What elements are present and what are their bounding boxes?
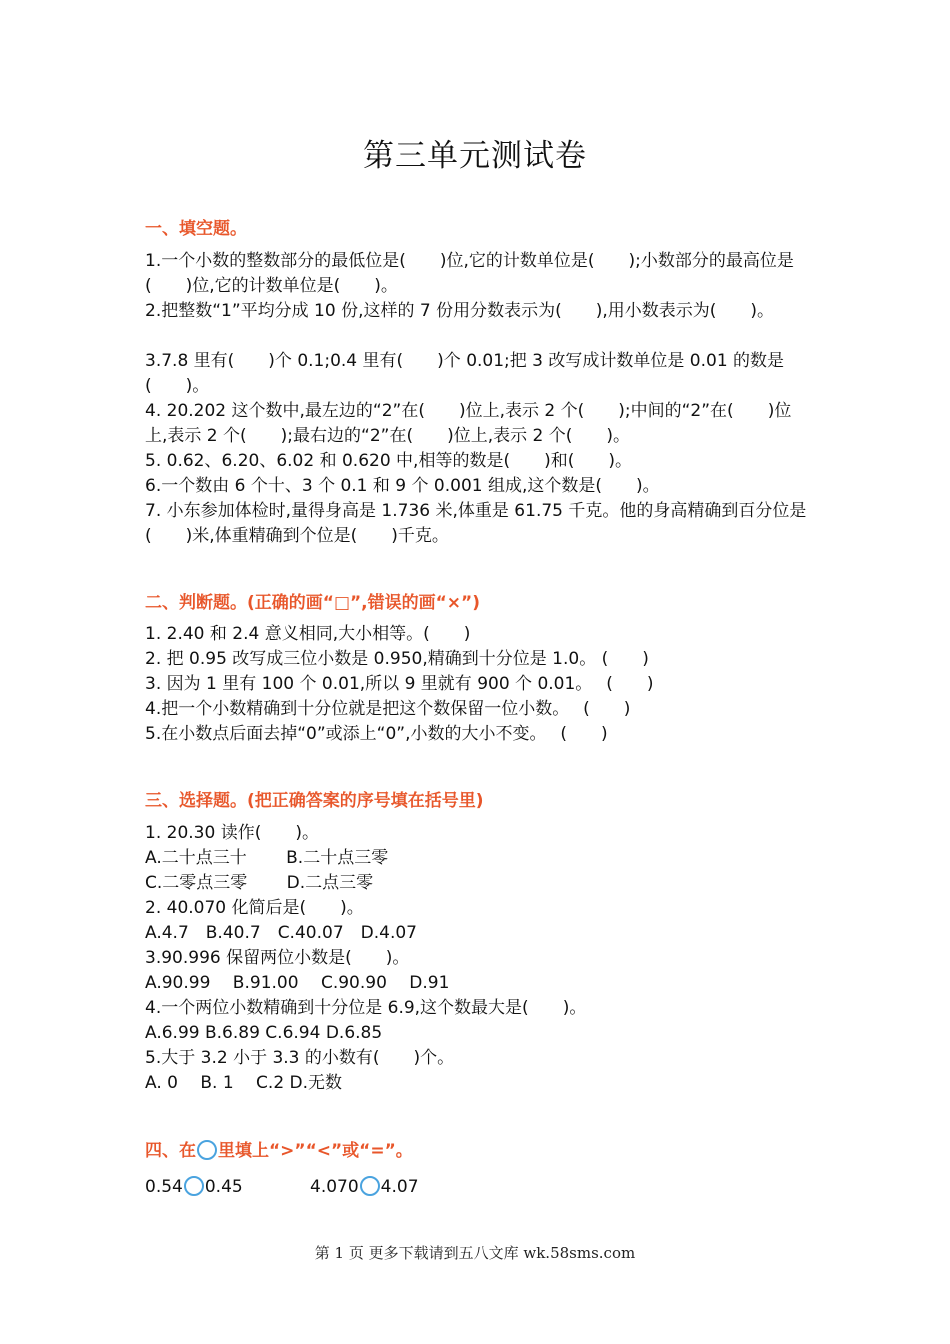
compare-right-2: 4.07 <box>380 1177 419 1197</box>
compare-left-2: 4.070 <box>310 1177 359 1197</box>
compare-circle-1[interactable] <box>184 1176 204 1196</box>
section-4-heading-prefix: 四、在 <box>145 1141 196 1161</box>
choice-options-5: A. 0 B. 1 C.2 D.无数 <box>145 1073 343 1093</box>
fill-question-7: 7. 小东参加体检时,量得身高是 1.736 米,体重是 61.75 千克。他的身高精确到百分位是( )米,体重精确到个位是( )千克。 <box>145 501 807 546</box>
circle-blank-icon <box>197 1140 217 1160</box>
judge-question-4: 4.把一个小数精确到十分位就是把这个数保留一位小数。 ( ) <box>145 699 631 719</box>
choice-options-1cd: C.二零点三零 D.二点三零 <box>145 873 374 893</box>
fill-question-4: 4. 20.202 这个数中,最左边的“2”在( )位上,表示 2 个( );中间的“2”在( )位上,表示 2 个( );最右边的“2”在( )位上,表示 2 个( )。 <box>145 401 792 446</box>
fill-question-5: 5. 0.62、6.20、6.02 和 0.620 中,相等的数是( )和( )。 <box>145 451 632 471</box>
choice-options-4: A.6.99 B.6.89 C.6.94 D.6.85 <box>145 1023 383 1043</box>
choice-options-2: A.4.7 B.40.7 C.40.07 D.4.07 <box>145 923 417 943</box>
compare-item-2 <box>310 1175 419 1200</box>
judge-question-2: 2. 把 0.95 改写成三位小数是 0.950,精确到十分位是 1.0。 ( ) <box>145 649 649 669</box>
section-4-heading <box>145 1136 413 1161</box>
judge-question-5: 5.在小数点后面去掉“0”或添上“0”,小数的大小不变。 ( ) <box>145 724 608 744</box>
section-1-heading: 一、填空题。 <box>145 219 247 239</box>
section-4-heading-suffix: 里填上“>”“<”或“=”。 <box>218 1141 413 1161</box>
fill-question-3: 3.7.8 里有( )个 0.1;0.4 里有( )个 0.01;把 3 改写成计数单位是 0.01 的数是( )。 <box>145 351 785 396</box>
judge-question-3: 3. 因为 1 里有 100 个 0.01,所以 9 里就有 900 个 0.01。 ( ) <box>145 674 654 694</box>
section-2-heading: 二、判断题。(正确的画“□”,错误的画“×”) <box>145 593 480 613</box>
compare-circle-2[interactable] <box>360 1176 380 1196</box>
choice-options-1ab: A.二十点三十 B.二十点三零 <box>145 848 389 868</box>
fill-question-2: 2.把整数“1”平均分成 10 份,这样的 7 份用分数表示为( ),用小数表示为( )。 <box>145 301 775 321</box>
compare-item-1 <box>145 1175 243 1200</box>
choice-question-3: 3.90.996 保留两位小数是( )。 <box>145 948 410 968</box>
page-title: 第三单元测试卷 <box>363 138 587 174</box>
fill-question-6: 6.一个数由 6 个十、3 个 0.1 和 9 个 0.001 组成,这个数是( )。 <box>145 476 660 496</box>
compare-right-1: 0.45 <box>204 1177 243 1197</box>
page-footer: 第 1 页 更多下载请到五八文库 wk.58sms.com <box>314 1244 636 1262</box>
compare-left-1: 0.54 <box>145 1177 183 1197</box>
judge-question-1: 1. 2.40 和 2.4 意义相同,大小相等。( ) <box>145 624 471 644</box>
choice-question-1: 1. 20.30 读作( )。 <box>145 823 319 843</box>
section-3-heading: 三、选择题。(把正确答案的序号填在括号里) <box>145 791 484 811</box>
fill-question-1: 1.一个小数的整数部分的最低位是( )位,它的计数单位是( );小数部分的最高位是( )位,它的计数单位是( )。 <box>145 251 794 296</box>
choice-question-4: 4.一个两位小数精确到十分位是 6.9,这个数最大是( )。 <box>145 998 587 1018</box>
choice-options-3: A.90.99 B.91.00 C.90.90 D.91 <box>145 973 450 993</box>
choice-question-5: 5.大于 3.2 小于 3.3 的小数有( )个。 <box>145 1048 455 1068</box>
choice-question-2: 2. 40.070 化简后是( )。 <box>145 898 364 918</box>
